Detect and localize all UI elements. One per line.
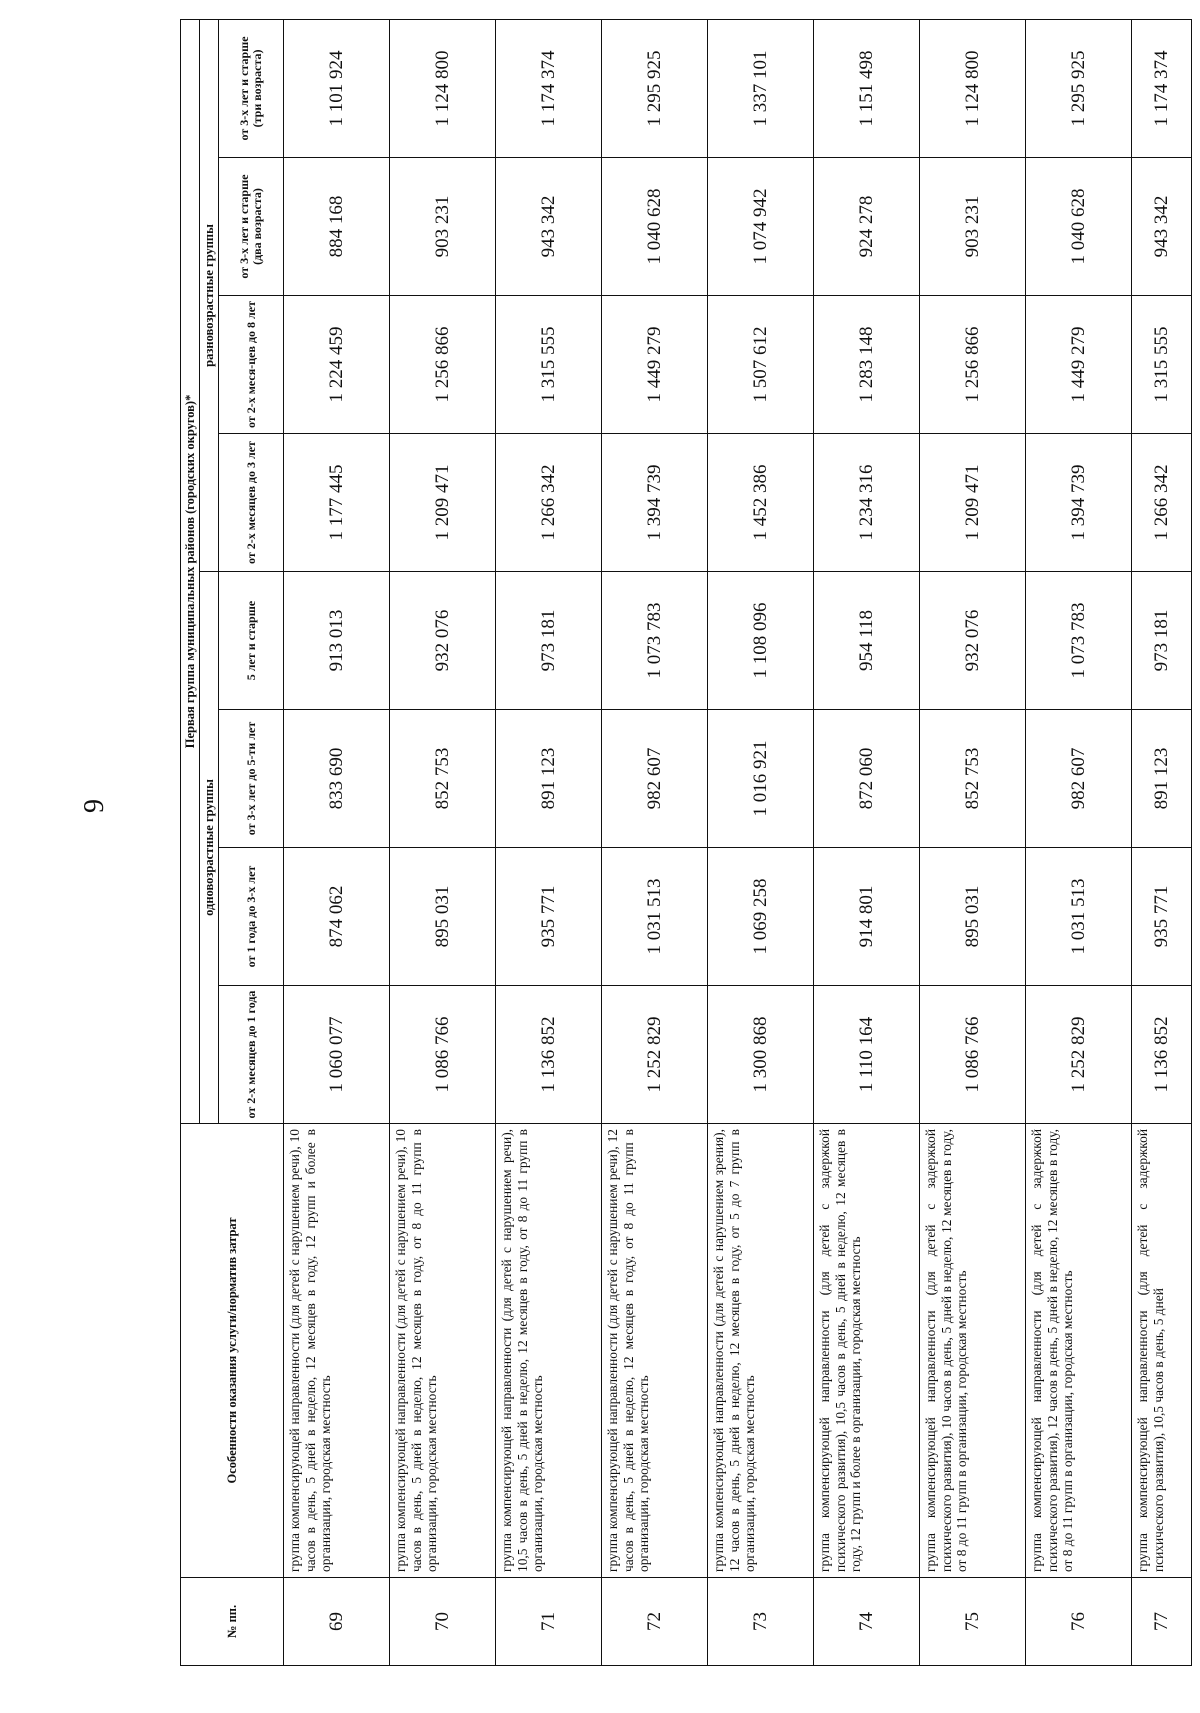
row-value: 852 753: [920, 710, 1026, 848]
row-index: 77: [1132, 1578, 1192, 1666]
row-description: группа компенсирующей направленности (для детей с нарушением зрения), 12 часов в день, 5 дней в неделю, 12 месяцев в году, от 5 до 7 групп в организации, городская местность: [708, 1124, 814, 1578]
table-row: [602, 19, 708, 1665]
row-value: 891 123: [496, 710, 602, 848]
row-value: 1 295 925: [602, 19, 708, 157]
row-value: 903 231: [390, 158, 496, 296]
row-value: 1 209 471: [390, 434, 496, 572]
row-description: группа компенсирующей направленности (для детей с нарушением речи), 10 часов в день, 5 дней в неделю, 12 месяцев в году, от 8 до 11 групп в организации, городская местность: [390, 1124, 496, 1578]
row-value: 1 040 628: [602, 158, 708, 296]
row-value: 935 771: [1132, 848, 1192, 986]
header-col-7: от 3-х лет и старше (три возраста): [219, 19, 284, 157]
row-value: 1 073 783: [1026, 572, 1132, 710]
row-value: 982 607: [602, 710, 708, 848]
row-value: 954 118: [814, 572, 920, 710]
row-value: 833 690: [284, 710, 390, 848]
header-col-6: от 3-х лет и старше (два возраста): [219, 158, 284, 296]
row-value: 1 300 868: [708, 986, 814, 1124]
header-col-3: 5 лет и старше: [219, 572, 284, 710]
row-value: 1 016 921: [708, 710, 814, 848]
row-value: 884 168: [284, 158, 390, 296]
table-row: [284, 19, 390, 1665]
row-value: 914 801: [814, 848, 920, 986]
row-value: 874 062: [284, 848, 390, 986]
header-mixed-age: разновозрастные группы: [200, 19, 219, 571]
row-value: 1 234 316: [814, 434, 920, 572]
row-value: 852 753: [390, 710, 496, 848]
row-value: 1 086 766: [920, 986, 1026, 1124]
header-col-5: от 2-х меся-цев до 8 лет: [219, 296, 284, 434]
header-col-1: от 1 года до 3-х лет: [219, 848, 284, 986]
row-value: 1 507 612: [708, 296, 814, 434]
row-value: 932 076: [390, 572, 496, 710]
row-value: 932 076: [920, 572, 1026, 710]
row-index: 74: [814, 1578, 920, 1666]
row-value: 1 224 459: [284, 296, 390, 434]
row-description: группа компенсирующей направленности (для детей с задержкой психического развития), 10,5 часов в день, 5 дней в неделю, 12 месяцев в году, 12 групп и более в организации, городская местность: [814, 1124, 920, 1578]
row-index: 72: [602, 1578, 708, 1666]
row-index: 73: [708, 1578, 814, 1666]
row-value: 1 452 386: [708, 434, 814, 572]
page-number: 9: [79, 799, 110, 813]
row-index: 75: [920, 1578, 1026, 1666]
header-col-4: от 2-х месяцев до 3 лет: [219, 434, 284, 572]
row-index: 69: [284, 1578, 390, 1666]
row-value: 1 295 925: [1026, 19, 1132, 157]
row-value: 1 266 342: [496, 434, 602, 572]
table-row: [1132, 19, 1192, 1665]
row-value: 1 315 555: [496, 296, 602, 434]
row-index: 70: [390, 1578, 496, 1666]
header-same-age: одновозрастные группы: [200, 572, 219, 1124]
header-group: Первая группа муниципальных районов (городских округов)*: [181, 19, 200, 1123]
row-value: 1 174 374: [496, 19, 602, 157]
row-value: 1 174 374: [1132, 19, 1192, 157]
row-value: 895 031: [920, 848, 1026, 986]
row-value: 1 110 164: [814, 986, 920, 1124]
row-value: 973 181: [1132, 572, 1192, 710]
cost-norms-table: [180, 19, 1192, 1666]
header-col-2: от 3-х лет до 5-ти лет: [219, 710, 284, 848]
row-value: 973 181: [496, 572, 602, 710]
row-value: 1 101 924: [284, 19, 390, 157]
row-value: 1 151 498: [814, 19, 920, 157]
row-value: 1 073 783: [602, 572, 708, 710]
table-row: [496, 19, 602, 1665]
row-value: 1 069 258: [708, 848, 814, 986]
header-col-0: от 2-х месяцев до 1 года: [219, 986, 284, 1124]
row-description: группа компенсирующей направленности (для детей с нарушением речи), 10 часов в день, 5 дней в неделю, 12 месяцев в году, 12 групп и более в организации, городская местность: [284, 1124, 390, 1578]
table-row: [814, 19, 920, 1665]
row-value: 924 278: [814, 158, 920, 296]
row-value: 1 124 800: [390, 19, 496, 157]
table-row: [920, 19, 1026, 1665]
row-index: 76: [1026, 1578, 1132, 1666]
row-value: 1 177 445: [284, 434, 390, 572]
row-value: 1 209 471: [920, 434, 1026, 572]
table-row: [1026, 19, 1132, 1665]
row-value: 943 342: [496, 158, 602, 296]
row-value: 1 108 096: [708, 572, 814, 710]
row-value: 1 256 866: [390, 296, 496, 434]
row-value: 1 060 077: [284, 986, 390, 1124]
row-value: 1 124 800: [920, 19, 1026, 157]
row-value: 982 607: [1026, 710, 1132, 848]
row-value: 891 123: [1132, 710, 1192, 848]
row-description: группа компенсирующей направленности (для детей с задержкой психического развития), 10,5 часов в день, 5 дней: [1132, 1124, 1192, 1578]
row-value: 1 315 555: [1132, 296, 1192, 434]
row-description: группа компенсирующей направленности (для детей с нарушением речи), 10,5 часов в день, 5 дней в неделю, 12 месяцев в году, от 8 до 11 групп в организации, городская местность: [496, 1124, 602, 1578]
header-index: № пп.: [181, 1578, 284, 1666]
row-value: 1 394 739: [1026, 434, 1132, 572]
row-value: 1 252 829: [602, 986, 708, 1124]
row-value: 1 449 279: [602, 296, 708, 434]
header-description: Особенности оказания услуги/норматив затрат: [181, 1124, 284, 1578]
row-index: 71: [496, 1578, 602, 1666]
header-row-1: [181, 19, 200, 1665]
row-description: группа компенсирующей направленности (для детей с задержкой психического развития), 10 часов в день, 5 дней в неделю, 12 месяцев в году, от 8 до 11 групп в организации, городская местность: [920, 1124, 1026, 1578]
table-row: [708, 19, 814, 1665]
row-value: 903 231: [920, 158, 1026, 296]
row-value: 935 771: [496, 848, 602, 986]
row-value: 1 031 513: [1026, 848, 1132, 986]
table-row: [390, 19, 496, 1665]
row-description: группа компенсирующей направленности (для детей с нарушением речи), 12 часов в день, 5 дней в неделю, 12 месяцев в году, от 8 до 11 групп в организации, городская местность: [602, 1124, 708, 1578]
row-value: 1 136 852: [1132, 986, 1192, 1124]
table-body: [284, 19, 1192, 1665]
row-value: 895 031: [390, 848, 496, 986]
row-value: 1 394 739: [602, 434, 708, 572]
row-value: 943 342: [1132, 158, 1192, 296]
row-value: 1 074 942: [708, 158, 814, 296]
row-value: 1 449 279: [1026, 296, 1132, 434]
row-value: 1 031 513: [602, 848, 708, 986]
row-value: 1 136 852: [496, 986, 602, 1124]
row-value: 1 256 866: [920, 296, 1026, 434]
row-value: 913 013: [284, 572, 390, 710]
row-value: 1 252 829: [1026, 986, 1132, 1124]
row-value: 1 266 342: [1132, 434, 1192, 572]
row-value: 1 283 148: [814, 296, 920, 434]
rotated-table-container: [180, 20, 1192, 1666]
row-value: 1 337 101: [708, 19, 814, 157]
row-value: 1 040 628: [1026, 158, 1132, 296]
row-description: группа компенсирующей направленности (для детей с задержкой психического развития), 12 часов в день, 5 дней в неделю, 12 месяцев в году, от 8 до 11 групп в организации, городская местность: [1026, 1124, 1132, 1578]
row-value: 1 086 766: [390, 986, 496, 1124]
row-value: 872 060: [814, 710, 920, 848]
page-number-wrap: [80, 790, 110, 830]
